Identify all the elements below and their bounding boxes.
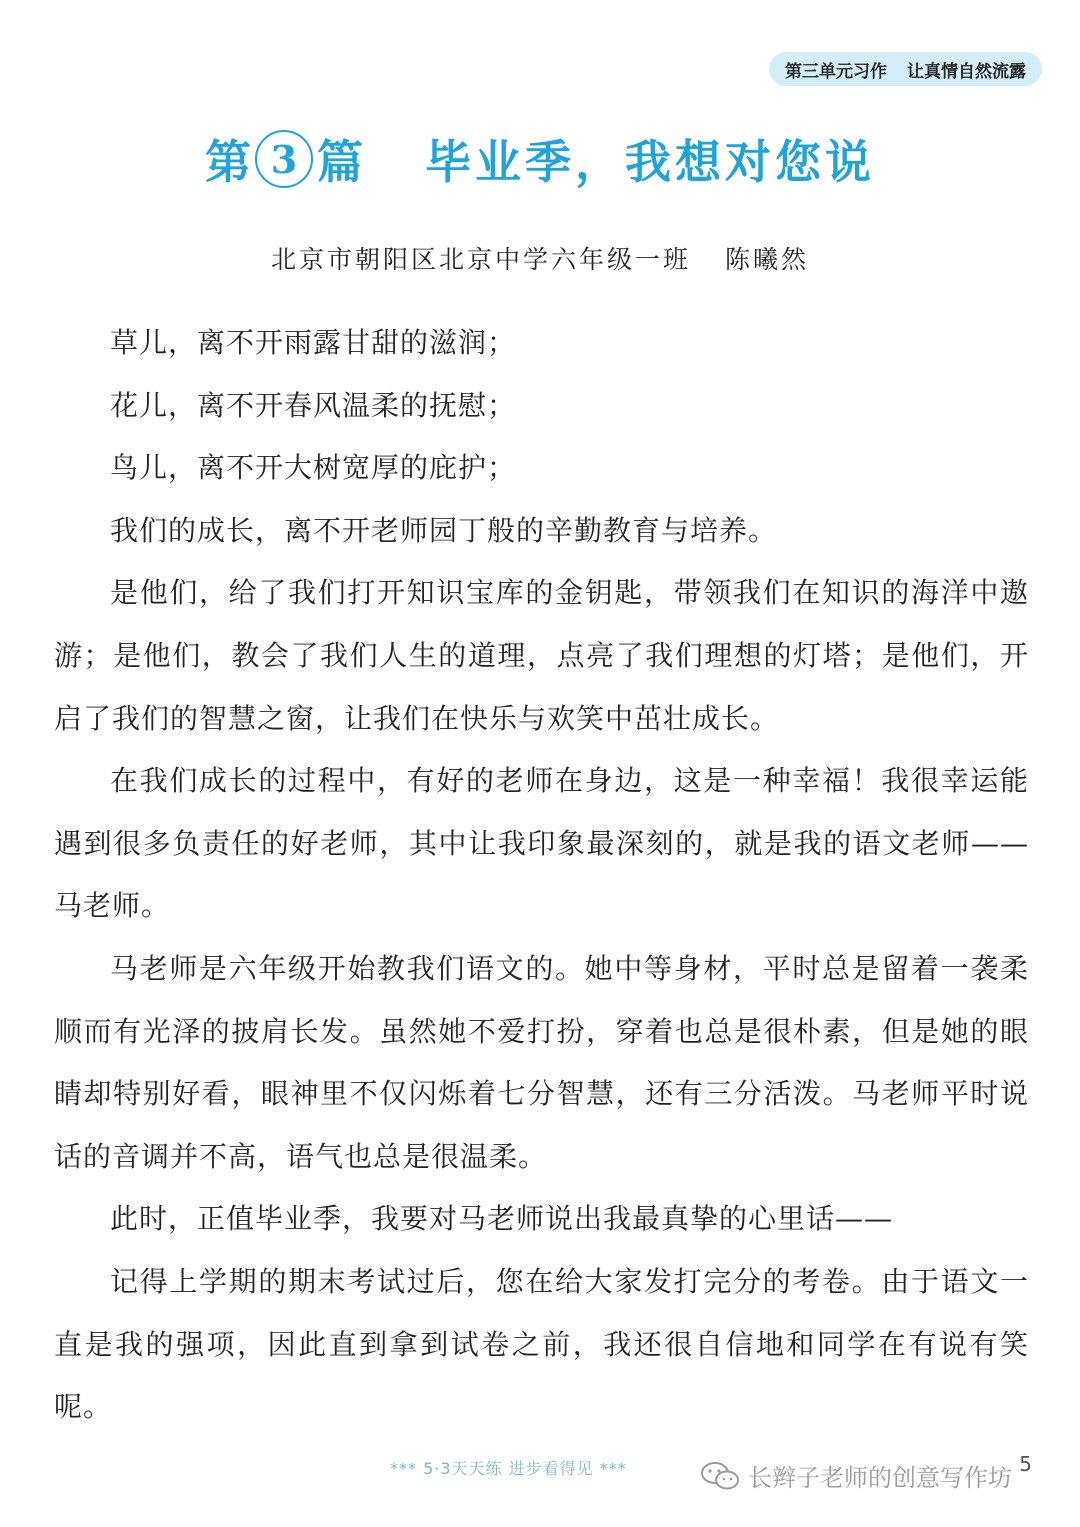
essay-body — [54, 312, 1029, 1439]
wechat-icon — [700, 1461, 740, 1491]
paragraph: 是他们，给了我们打开知识宝库的金钥匙，带领我们在知识的海洋中遨游；是他们，教会了我们人生的道理，点亮了我们理想的灯塔；是他们，开启了我们的智慧之窗，让我们在快乐与欢笑中茁壮成长。 — [54, 576, 1029, 735]
author-name: 陈曦然 — [725, 245, 810, 274]
footer-slogan: *** 5·3天天练 进步看得见 *** — [390, 1459, 627, 1478]
paragraph: 我们的成长，离不开老师园丁般的辛勤教育与培养。 — [110, 513, 778, 547]
paragraph: 鸟儿，离不开大树宽厚的庇护； — [110, 451, 517, 485]
unit-tag — [769, 52, 1042, 86]
paragraph: 此时，正值毕业季，我要对马老师说出我最真挚的心里话—— — [110, 1202, 894, 1236]
paragraph: 记得上学期的期末考试过后，您在给大家发打完分的考卷。由于语文一直是我的强项，因此直到拿到试卷之前，我还很自信地和同学在有说有笑呢。 — [54, 1264, 1029, 1424]
school-name: 北京市朝阳区北京中学六年级一班 — [270, 245, 691, 274]
title-prefix: 第 — [205, 135, 251, 189]
byline — [0, 240, 1080, 276]
watermark — [700, 1458, 1012, 1493]
paragraph: 马老师是六年级开始教我们语文的。她中等身材，平时总是留着一袭柔顺而有光泽的披肩长发。虽然她不爱打扮，穿着也总是很朴素，但是她的眼睛却特别好看，眼神里不仅闪烁着七分智慧，还有三分活泼。马老师平时说话的音调并不高，语气也总是很温柔。 — [54, 951, 1029, 1173]
title-suffix: 篇 — [317, 135, 363, 189]
unit-label: 第三单元习作 — [785, 61, 887, 82]
title-text: 毕业季，我想对您说 — [425, 135, 875, 189]
paragraph: 花儿，离不开春风温柔的抚慰； — [110, 388, 517, 422]
essay-title — [0, 126, 1080, 192]
paragraph: 在我们成长的过程中，有好的老师在身边，这是一种幸福！我很幸运能遇到很多负责任的好老师，其中让我印象最深刻的，就是我的语文老师——马老师。 — [54, 764, 1029, 923]
page-number: 5 — [1019, 1452, 1032, 1476]
watermark-text: 长辫子老师的创意写作坊 — [748, 1464, 1012, 1492]
paragraph: 草儿，离不开雨露甘甜的滋润； — [110, 326, 517, 359]
theme-label: 让真情自然流露 — [907, 61, 1026, 82]
title-number-badge: 3 — [255, 130, 313, 188]
